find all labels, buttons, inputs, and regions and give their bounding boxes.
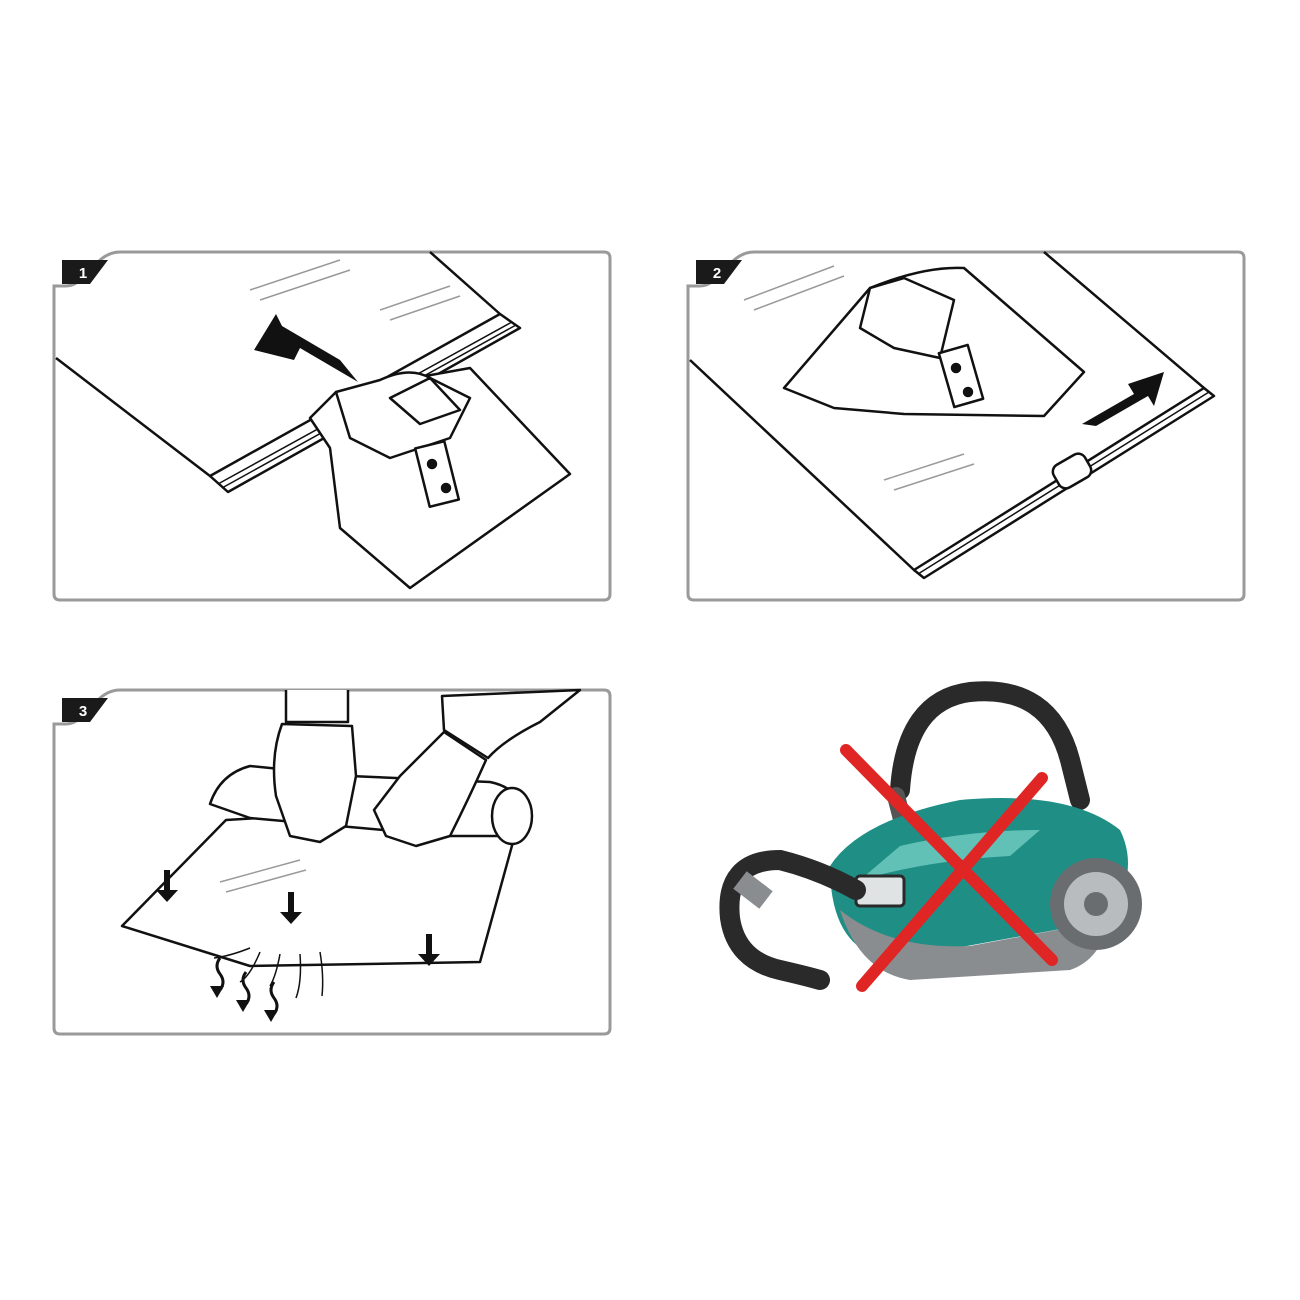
step-3-panel	[50, 686, 612, 1038]
step-1-illustration	[50, 248, 612, 604]
warning-illustration	[710, 680, 1150, 1000]
step-2-panel	[684, 248, 1246, 604]
step-number: 3	[78, 703, 88, 720]
warning-panel	[710, 680, 1150, 1000]
step-number: 1	[78, 265, 88, 282]
step-1-panel	[50, 248, 612, 604]
step-3-illustration	[50, 686, 612, 1038]
step-number: 2	[712, 265, 722, 282]
step-2-illustration	[684, 248, 1246, 604]
